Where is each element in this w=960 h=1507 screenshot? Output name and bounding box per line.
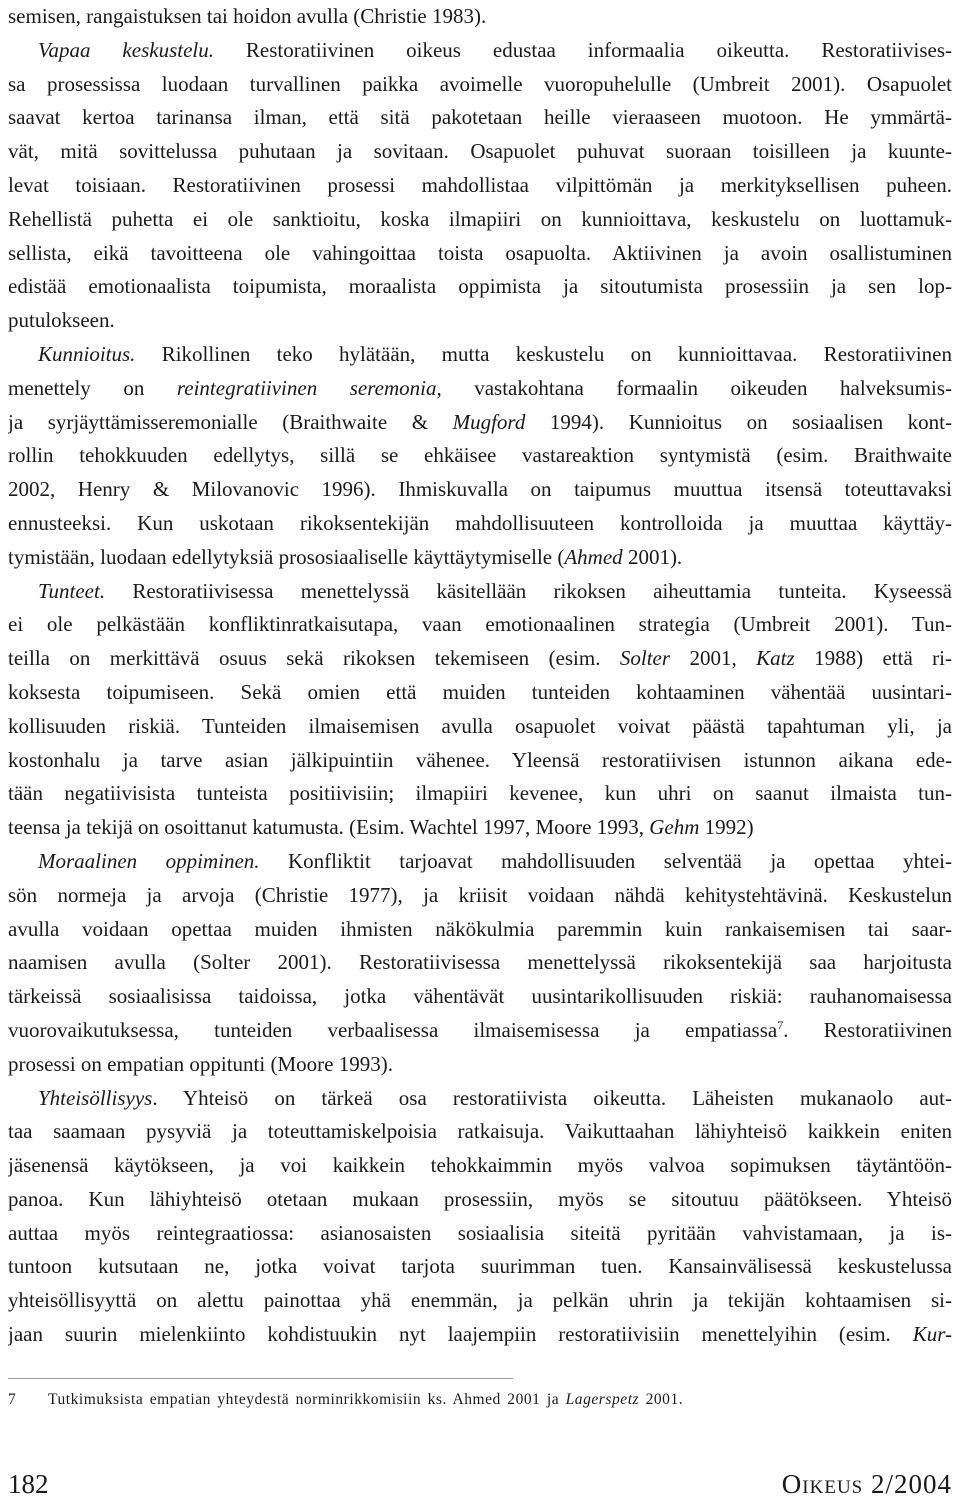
text-line xyxy=(8,1048,952,1082)
text-line xyxy=(8,101,952,135)
text-line xyxy=(8,372,952,406)
text-segment: auttaa myös reintegraatiossa: asianosaisten sosiaalisia siteitä pyritään vahvistamaan, ja is- xyxy=(8,1220,952,1245)
text-line xyxy=(8,237,952,271)
text-segment: naamisen avulla (Solter 2001). Restoratiivisessa menettelyssä rikoksentekijä saa harjoitusta xyxy=(8,950,952,975)
text-line xyxy=(8,203,952,237)
text-line xyxy=(8,676,952,710)
italic-text: reintegratiivinen seremonia xyxy=(176,375,437,400)
text-line xyxy=(8,338,952,372)
article-body xyxy=(8,0,952,1352)
text-segment: 1992) xyxy=(699,815,754,840)
text-line xyxy=(8,0,952,34)
text-segment: Restoratiivisessa menettelyssä käsitellään rikoksen aiheuttamia tunteita. Kyseessä xyxy=(105,578,952,603)
footnote-text xyxy=(48,1391,683,1408)
text-line xyxy=(8,946,952,980)
text-line xyxy=(8,1082,952,1116)
text-line xyxy=(8,406,952,440)
text-line xyxy=(8,575,952,609)
italic-text: Yhteisöllisyys xyxy=(38,1085,153,1110)
text-line xyxy=(8,1115,952,1149)
text-segment: 2001. xyxy=(639,1391,684,1408)
text-line xyxy=(8,845,952,879)
text-segment: kollisuuden riskiä. Tunteiden ilmaisemisen avulla osapuolet voivat päästä tapahtuman yli, ja xyxy=(8,713,952,738)
italic-text: Gehm xyxy=(649,815,700,840)
text-segment: edistää emotionaalista toipumista, moraalista oppimista ja sitoutumista prosessiin ja sen lop- xyxy=(8,274,952,299)
text-line xyxy=(8,169,952,203)
italic-text: Katz xyxy=(756,646,795,671)
text-line xyxy=(8,980,952,1014)
footnote-divider xyxy=(8,1378,513,1379)
text-line xyxy=(8,270,952,304)
text-segment: sa prosessissa luodaan turvallinen paikka avoimelle vuoropuhelulle (Umbreit 2001). Osapuolet xyxy=(8,71,952,96)
text-line xyxy=(8,1014,952,1048)
footnote xyxy=(8,1388,952,1412)
text-segment: panoa. Kun lähiyhteisö otetaan mukaan prosessiin, myös se sitoutuu päätökseen. Yhteisö xyxy=(8,1186,952,1211)
text-line xyxy=(8,1183,952,1217)
text-line xyxy=(8,68,952,102)
text-line xyxy=(8,710,952,744)
text-segment: , vastakohtana formaalin oikeuden halveksumis- xyxy=(436,375,952,400)
footnote-number: 7 xyxy=(8,1391,16,1408)
text-segment: teensa ja tekijä on osoittanut katumusta. (Esim. Wachtel 1997, Moore 1993, xyxy=(8,815,650,840)
text-segment: . Yhteisö on tärkeä osa restoratiivista oikeutta. Läheisten mukanaolo aut- xyxy=(152,1085,952,1110)
text-line xyxy=(8,473,952,507)
italic-text: Ahmed xyxy=(564,544,623,569)
page-number: 182 xyxy=(8,1469,49,1499)
text-line xyxy=(8,1318,952,1352)
journal-title: Oikeus 2/2004 xyxy=(781,1469,952,1499)
text-line xyxy=(8,439,952,473)
text-segment: Restoratiivinen oikeus edustaa informaalia oikeutta. Restoratiivises- xyxy=(213,37,952,62)
text-segment: levat toisiaan. Restoratiivinen prosessi mahdollistaa vilpittömän ja merkityksellisen puheen. xyxy=(8,172,952,197)
text-segment: vuorovaikutuksessa, tunteiden verbaalisessa ilmaisemisessa ja empatiassa xyxy=(8,1017,778,1042)
italic-text: Solter xyxy=(619,646,671,671)
text-segment: Rikollinen teko hylätään, mutta keskustelu on kunnioittavaa. Restoratiivinen xyxy=(135,341,952,366)
text-segment: sön normeja ja arvoja (Christie 1977), ja kriisit voidaan nähdä kehitystehtävinä. Keskustelun xyxy=(8,882,952,907)
text-segment: prosessi on empatian oppitunti (Moore 1993). xyxy=(8,1051,393,1076)
italic-text: Lagerspetz xyxy=(565,1391,640,1408)
italic-text: Vapaa keskustelu. xyxy=(38,37,214,62)
italic-text: Kur- xyxy=(912,1322,952,1347)
text-segment: koksesta toipumiseen. Sekä omien että muiden tunteiden kohtaaminen vähentää uusintari- xyxy=(8,679,952,704)
italic-text: Tunteet. xyxy=(38,578,106,603)
text-line xyxy=(8,507,952,541)
text-segment: sellista, eikä tavoitteena ole vahingoittaa toista osapuolta. Aktiivinen ja avoin osallistuminen xyxy=(8,240,952,265)
text-segment: jaan suurin mielenkiinto kohdistuukin nyt laajempiin restoratiivisiin menettelyihin (esim. xyxy=(8,1322,913,1347)
text-segment: jäsenensä käytökseen, ja voi kaikkein tehokkaimmin myös valvoa sopimuksen täytäntöön- xyxy=(8,1153,952,1178)
text-line xyxy=(8,1284,952,1318)
text-line xyxy=(8,1149,952,1183)
text-segment: tärkeissä sosiaalisissa taidoissa, jotka vähentävät uusintarikollisuuden riskiä: rauhanomaisessa xyxy=(8,984,952,1009)
text-line xyxy=(8,913,952,947)
text-segment: 2002, Henry & Milovanovic 1996). Ihmiskuvalla on taipumus muuttua itsensä toteuttavaksi xyxy=(8,477,952,502)
text-segment: yhteisöllisyyttä on alettu painottaa yhä enemmän, ja pelkän uhrin ja tekijän kohtaamisen si- xyxy=(8,1288,952,1313)
text-segment: ja syrjäyttämisseremonialle (Braithwaite & xyxy=(8,409,453,434)
text-segment: putulokseen. xyxy=(8,308,115,333)
text-segment: Tutkimuksista empatian yhteydestä norminrikkomisiin ks. Ahmed 2001 ja xyxy=(48,1391,566,1408)
text-segment: teilla on merkittävä osuus sekä rikoksen tekemiseen (esim. xyxy=(8,646,620,671)
text-line xyxy=(8,1250,952,1284)
text-segment: 2001). xyxy=(622,544,683,569)
page-footer xyxy=(8,1462,952,1506)
text-segment: tään negatiivisista tunteista positiivisiin; ilmapiiri kevenee, kun uhri on saanut ilmaista tun- xyxy=(8,781,952,806)
text-segment: tuntoon kutsutaan ne, jotka voivat tarjota suurimman tuen. Kansainvälisessä keskustelussa xyxy=(8,1254,952,1279)
text-line xyxy=(8,777,952,811)
text-segment: . Restoratiivinen xyxy=(783,1017,952,1042)
text-line xyxy=(8,642,952,676)
text-line xyxy=(8,608,952,642)
text-segment: avulla voidaan opettaa muiden ihmisten näkökulmia paremmin kuin rankaisemisen tai saar- xyxy=(8,916,952,941)
text-segment: taa saamaan pysyviä ja toteuttamiskelpoisia ratkaisuja. Vaikuttaahan lähiyhteisö kaikkein eniten xyxy=(8,1119,952,1144)
text-segment: saavat kertoa tarinansa ilman, että sitä pakotetaan heille vieraaseen muotoon. He ymmärtä- xyxy=(8,105,952,130)
text-segment: ei ole pelkästään konfliktinratkaisutapa, vaan emotionaalinen strategia (Umbreit 2001). Tun- xyxy=(8,612,952,637)
text-line xyxy=(8,541,952,575)
text-segment: kostonhalu ja tarve asian jälkipuintiin vähenee. Yleensä restoratiivisen istunnon aikana ede- xyxy=(8,747,952,772)
italic-text: Moraalinen oppiminen. xyxy=(38,848,260,873)
text-segment: 2001, xyxy=(670,646,757,671)
text-segment: ennusteeksi. Kun uskotaan rikoksentekijän mahdollisuuteen kontrolloida ja muuttaa käyttäy- xyxy=(8,510,952,535)
text-segment: 1988) että ri- xyxy=(794,646,952,671)
text-segment: rollin tehokkuuden edellytys, sillä se ehkäisee vastareaktion syntymistä (esim. Braithwaite xyxy=(8,443,952,468)
text-line xyxy=(8,304,952,338)
text-line xyxy=(8,1217,952,1251)
footnote-reference: 7 xyxy=(777,1017,784,1032)
text-segment: tymistään, luodaan edellytyksiä prososiaaliselle käyttäytymiselle ( xyxy=(8,544,565,569)
text-line xyxy=(8,811,952,845)
text-line xyxy=(8,135,952,169)
text-line xyxy=(8,744,952,778)
text-segment: semisen, rangaistuksen tai hoidon avulla (Christie 1983). xyxy=(8,4,487,28)
text-segment: vät, mitä sovittelussa puhutaan ja sovitaan. Osapuolet puhuvat suoraan toisilleen ja kuunte- xyxy=(8,139,952,164)
italic-text: Mugford xyxy=(452,409,526,434)
text-segment: 1994). Kunnioitus on sosiaalisen kont- xyxy=(525,409,952,434)
text-line xyxy=(8,34,952,68)
text-segment: Rehellistä puhetta ei ole sanktioitu, koska ilmapiiri on kunnioittava, keskustelu on luottamuk- xyxy=(8,206,952,231)
text-segment: menettely on xyxy=(8,375,177,400)
text-segment: Konfliktit tarjoavat mahdollisuuden selventää ja opettaa yhtei- xyxy=(259,848,952,873)
text-line xyxy=(8,879,952,913)
italic-text: Kunnioitus. xyxy=(38,341,136,366)
